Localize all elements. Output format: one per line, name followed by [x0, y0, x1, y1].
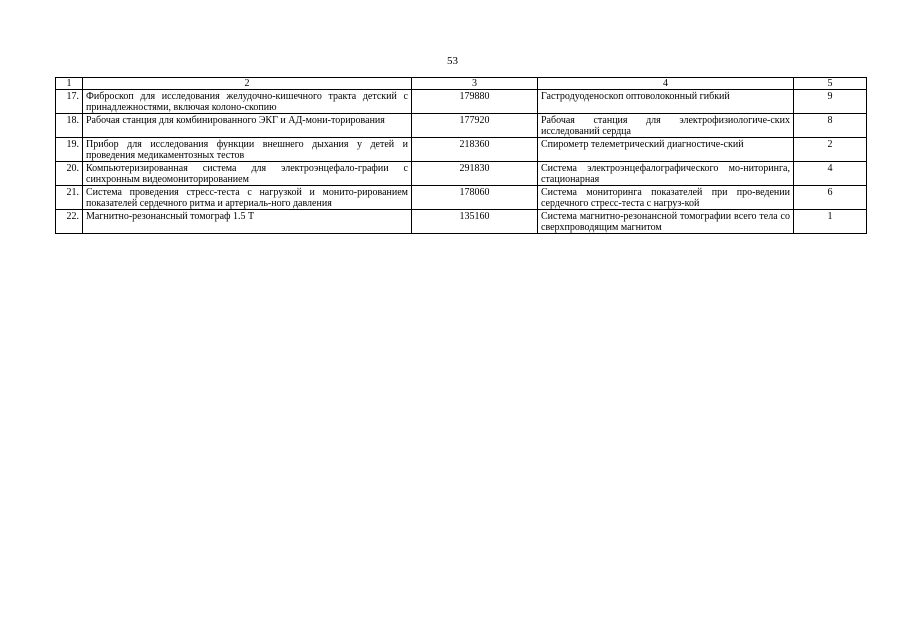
equipment-quantity: 8 — [794, 114, 867, 138]
row-number: 19. — [56, 138, 83, 162]
row-number: 17. — [56, 90, 83, 114]
equipment-table — [55, 77, 867, 234]
column-header: 3 — [412, 78, 538, 90]
table-row — [56, 210, 867, 234]
row-number: 22. — [56, 210, 83, 234]
table-row — [56, 186, 867, 210]
equipment-type: Система мониторинга показателей при про-ведении сердечного стресс-теста с нагруз-кой — [538, 186, 794, 210]
equipment-name: Рабочая станция для комбинированного ЭКГ и АД-мони-торирования — [83, 114, 412, 138]
equipment-quantity: 6 — [794, 186, 867, 210]
page-number: 53 — [447, 55, 458, 67]
row-number: 21. — [56, 186, 83, 210]
equipment-code: 177920 — [412, 114, 538, 138]
column-header: 5 — [794, 78, 867, 90]
equipment-type: Рабочая станция для электрофизиологиче-ских исследований сердца — [538, 114, 794, 138]
equipment-name: Магнитно-резонансный томограф 1.5 Т — [83, 210, 412, 234]
equipment-quantity: 4 — [794, 162, 867, 186]
equipment-name: Прибор для исследования функции внешнего дыхания у детей и проведения медикаментозных тестов — [83, 138, 412, 162]
table-row — [56, 114, 867, 138]
equipment-name: Компьютеризированная система для электроэнцефало-графии с синхронным видеомониторированием — [83, 162, 412, 186]
column-header: 2 — [83, 78, 412, 90]
equipment-name: Фиброскоп для исследования желудочно-кишечного тракта детский с принадлежностями, включая колоно-скопию — [83, 90, 412, 114]
equipment-type: Гастродуоденоскоп оптоволоконный гибкий — [538, 90, 794, 114]
row-number: 20. — [56, 162, 83, 186]
equipment-type: Система электроэнцефалографического мо-ниторинга, стационарная — [538, 162, 794, 186]
equipment-quantity: 9 — [794, 90, 867, 114]
table-row — [56, 138, 867, 162]
equipment-code: 291830 — [412, 162, 538, 186]
equipment-name: Система проведения стресс-теста с нагрузкой и монито-рированием показателей сердечного ритма и артериаль-ного давления — [83, 186, 412, 210]
equipment-type: Спирометр телеметрический диагностиче-ский — [538, 138, 794, 162]
equipment-code: 218360 — [412, 138, 538, 162]
table-row — [56, 162, 867, 186]
equipment-code: 178060 — [412, 186, 538, 210]
equipment-quantity: 1 — [794, 210, 867, 234]
row-number: 18. — [56, 114, 83, 138]
equipment-code: 135160 — [412, 210, 538, 234]
column-header: 4 — [538, 78, 794, 90]
table-row — [56, 90, 867, 114]
equipment-type: Система магнитно-резонансной томографии всего тела со сверхпроводящим магнитом — [538, 210, 794, 234]
equipment-quantity: 2 — [794, 138, 867, 162]
equipment-code: 179880 — [412, 90, 538, 114]
column-header: 1 — [56, 78, 83, 90]
table-header-row — [56, 78, 867, 90]
